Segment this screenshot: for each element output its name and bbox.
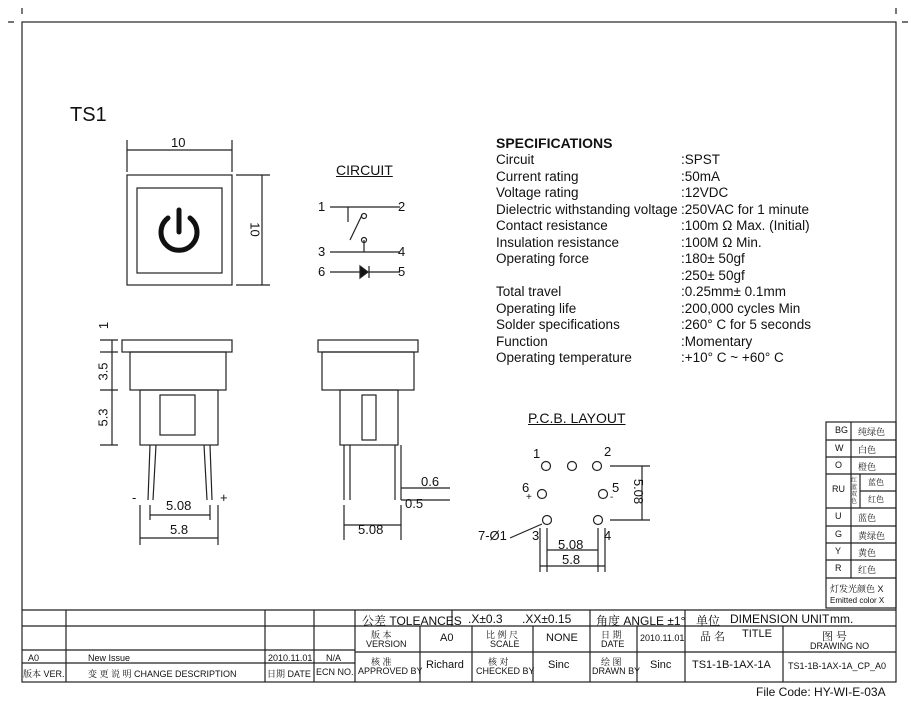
date-en: DATE bbox=[601, 639, 625, 649]
circuit-pin-3: 3 bbox=[318, 244, 326, 259]
spec-label: Function bbox=[496, 333, 548, 349]
side-plus: + bbox=[220, 490, 228, 505]
header-date: 日期 DATE bbox=[267, 669, 311, 679]
part-label: TS1 bbox=[70, 104, 107, 126]
pcb-hole-note: 7-Ø1 bbox=[478, 528, 507, 543]
spec-value: :200,000 cycles Min bbox=[681, 300, 801, 316]
color-name: 黄绿色 bbox=[858, 531, 886, 541]
circuit-pin-5: 5 bbox=[398, 264, 406, 279]
tolerance-label: 公差 TOLEANCES bbox=[362, 614, 462, 628]
spec-label: Operating force bbox=[496, 251, 590, 266]
dim-front-5-08: 5.08 bbox=[358, 522, 384, 537]
pcb-pin-5: 5 bbox=[612, 480, 620, 495]
approved-cn: 核 准 bbox=[371, 657, 392, 667]
circuit-pin-2: 2 bbox=[398, 199, 406, 214]
version-value: A0 bbox=[440, 632, 454, 644]
front-view bbox=[318, 340, 450, 540]
dim-front-0-6: 0.6 bbox=[421, 474, 440, 489]
pcb-plus: + bbox=[526, 492, 532, 503]
circuit-diagram bbox=[330, 207, 400, 278]
color-code: U bbox=[835, 511, 842, 521]
dim-pcb-5-8: 5.8 bbox=[562, 552, 581, 567]
spec-value: :0.25mm± 0.1mm bbox=[681, 284, 786, 299]
color-code: W bbox=[835, 443, 844, 453]
color-name: 黄色 bbox=[858, 548, 877, 558]
spec-label: Insulation resistance bbox=[496, 234, 620, 250]
spec-label: Operating life bbox=[496, 300, 577, 316]
drawn-value: Sinc bbox=[650, 659, 672, 671]
spec-value: :180± 50gf bbox=[681, 251, 745, 266]
file-code: File Code: HY-WI-E-03A bbox=[756, 685, 886, 699]
drawing-no-en: DRAWING NO bbox=[810, 641, 870, 651]
color-sub-name: 红色 bbox=[868, 495, 884, 504]
title-cn: 品 名 bbox=[700, 631, 726, 643]
color-code: BG bbox=[835, 425, 849, 435]
color-footer-cn: 灯发光颜色 X bbox=[830, 584, 884, 594]
spec-value: :260° C for 5 seconds bbox=[681, 317, 811, 332]
color-code: O bbox=[835, 460, 843, 470]
pcb-title: P.C.B. LAYOUT bbox=[528, 410, 626, 426]
dim-side-5-08: 5.08 bbox=[166, 498, 192, 513]
spec-label: Current rating bbox=[496, 168, 579, 184]
dim-top-height: 10 bbox=[247, 222, 263, 237]
title-value: TS1-1B-1AX-1A bbox=[692, 659, 771, 671]
color-footer-en: Emitted color X bbox=[830, 596, 885, 605]
date-cn: 日 期 bbox=[601, 630, 622, 640]
dim-side-3-5: 3.5 bbox=[95, 362, 111, 381]
spec-value: :12VDC bbox=[681, 185, 729, 200]
spec-label: Total travel bbox=[496, 284, 562, 299]
angle-tolerance: 角度 ANGLE ±1° bbox=[596, 614, 686, 628]
pcb-pin-6: 6 bbox=[522, 480, 530, 495]
spec-value: :Momentary bbox=[681, 333, 753, 349]
pcb-pin-1: 1 bbox=[533, 446, 541, 461]
circuit-title: CIRCUIT bbox=[336, 162, 393, 178]
scale-en: SCALE bbox=[490, 639, 520, 649]
color-name: 红蓝双色 bbox=[851, 478, 858, 505]
color-code: Y bbox=[835, 546, 842, 556]
side-minus: - bbox=[132, 490, 137, 505]
spec-label: Operating temperature bbox=[496, 350, 632, 365]
version-en: VERSION bbox=[366, 639, 407, 649]
header-description: 变 更 说 明 CHANGE DESCRIPTION bbox=[88, 669, 237, 679]
pcb-pin-2: 2 bbox=[604, 444, 612, 459]
rev-version: A0 bbox=[28, 653, 40, 663]
color-name: 红色 bbox=[858, 565, 877, 575]
spec-label: Circuit bbox=[496, 152, 535, 167]
rev-date: 2010.11.01 bbox=[268, 653, 313, 663]
version-cn: 版 本 bbox=[371, 630, 392, 640]
scale-cn: 比 例 尺 bbox=[486, 630, 519, 640]
title-en: TITLE bbox=[742, 628, 772, 640]
color-name: 蓝色 bbox=[858, 513, 877, 523]
side-view bbox=[100, 340, 232, 545]
circuit-pin-4: 4 bbox=[398, 244, 406, 259]
color-name: 白色 bbox=[858, 445, 877, 455]
spec-value: :50mA bbox=[681, 168, 721, 184]
spec-value: :SPST bbox=[681, 152, 721, 167]
color-name: 纯绿色 bbox=[858, 427, 886, 437]
pcb-pin-4: 4 bbox=[604, 528, 612, 543]
spec-value: :100m Ω Max. (Initial) bbox=[681, 218, 810, 233]
spec-value: :100M Ω Min. bbox=[681, 234, 762, 250]
color-name: 橙色 bbox=[858, 462, 877, 472]
drawing-no-cn: 图 号 bbox=[822, 631, 848, 643]
color-code: RU bbox=[832, 484, 845, 494]
drawing-no-value: TS1-1B-1AX-1A_CP_A0 bbox=[788, 661, 887, 671]
header-ecn: ECN NO. bbox=[316, 667, 354, 677]
spec-value: :250± 50gf bbox=[681, 267, 745, 283]
dim-top-width: 10 bbox=[171, 135, 186, 150]
unit-cn: 单位 bbox=[696, 614, 721, 628]
dim-side-5-8: 5.8 bbox=[170, 522, 189, 537]
dim-pcb-5-08-h: 5.08 bbox=[558, 537, 584, 552]
circuit-pin-1: 1 bbox=[318, 199, 326, 214]
header-version: 版本 VER. bbox=[23, 669, 65, 679]
unit-value: mm. bbox=[830, 612, 854, 626]
dim-pcb-5-08-v: 5.08 bbox=[631, 478, 647, 505]
spec-label: Contact resistance bbox=[496, 218, 608, 233]
dim-side-1: 1 bbox=[96, 321, 112, 330]
spec-value: :+10° C ~ +60° C bbox=[681, 350, 784, 365]
drawn-cn: 绘 图 bbox=[601, 657, 622, 667]
approved-en: APPROVED BY bbox=[358, 666, 423, 676]
drawn-en: DRAWN BY bbox=[592, 666, 641, 676]
date-value: 2010.11.01 bbox=[640, 633, 685, 643]
top-view bbox=[127, 140, 270, 285]
spec-label: Voltage rating bbox=[496, 185, 579, 200]
checked-cn: 核 对 bbox=[488, 657, 509, 667]
color-sub-name: 蓝色 bbox=[868, 478, 884, 487]
dim-front-0-5: 0.5 bbox=[405, 496, 424, 511]
color-code: R bbox=[835, 563, 842, 573]
rev-description: New Issue bbox=[88, 653, 131, 663]
tolerance-x: .X±0.3 bbox=[468, 612, 503, 626]
spec-label: Dielectric withstanding voltage bbox=[496, 201, 678, 217]
checked-en: CHECKED BY bbox=[476, 666, 535, 676]
approved-value: Richard bbox=[426, 659, 464, 671]
dim-side-5-3: 5.3 bbox=[95, 408, 111, 427]
pcb-minus: - bbox=[610, 492, 614, 503]
spec-label: Solder specifications bbox=[496, 317, 620, 332]
scale-value: NONE bbox=[546, 632, 578, 644]
pcb-pin-3: 3 bbox=[532, 528, 540, 543]
rev-ecn: N/A bbox=[326, 653, 342, 663]
unit-label: DIMENSION UNIT bbox=[730, 612, 830, 626]
power-icon bbox=[161, 210, 197, 250]
specs-title: SPECIFICATIONS bbox=[496, 135, 613, 151]
color-code: G bbox=[835, 529, 843, 539]
spec-value: :250VAC for 1 minute bbox=[681, 201, 810, 217]
checked-value: Sinc bbox=[548, 659, 570, 671]
tolerance-xx: .XX±0.15 bbox=[522, 612, 572, 626]
circuit-pin-6: 6 bbox=[318, 264, 326, 279]
